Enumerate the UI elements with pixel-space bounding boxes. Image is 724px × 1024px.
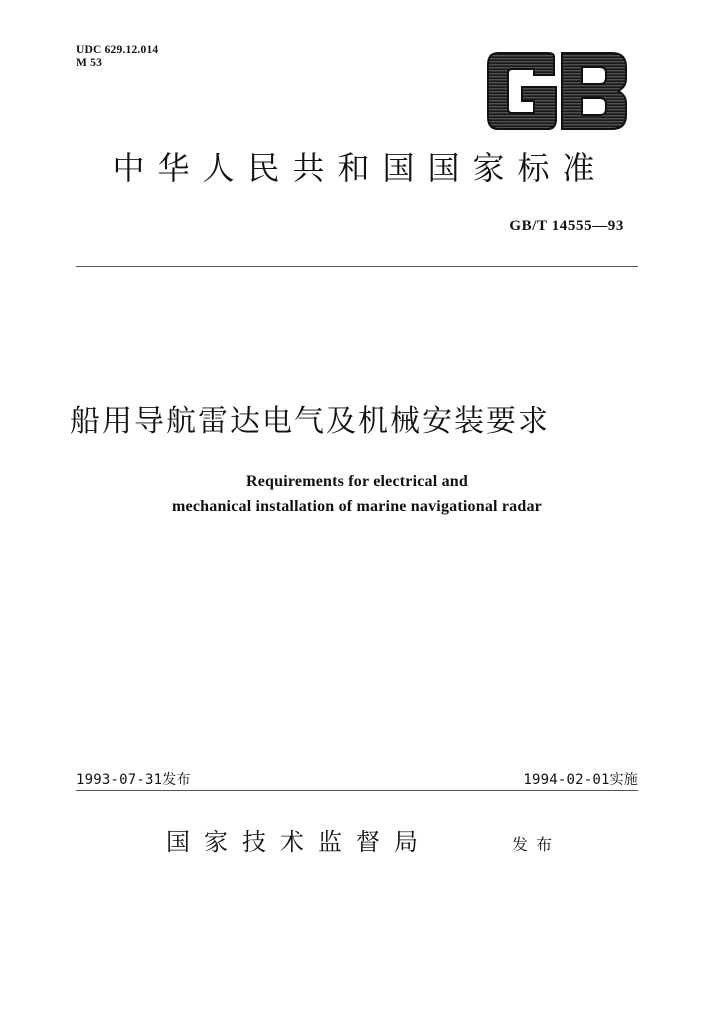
- effective-date: 1994-02-01实施: [523, 772, 638, 788]
- publisher-name: 国家技术监督局: [166, 828, 432, 856]
- national-standard-title: 中华人民共和国国家标准: [112, 149, 608, 187]
- document-title-en-line2: mechanical installation of marine navigational radar: [172, 498, 542, 515]
- document-title-en: [100, 469, 614, 519]
- document-title-en-line1: Requirements for electrical and: [245, 473, 468, 490]
- publish-label: 发布: [512, 835, 561, 854]
- document-title-cn: 船用导航雷达电气及机械安装要求: [70, 404, 550, 439]
- gb-logo-text: GB: [484, 51, 486, 52]
- standard-number: GB/T 14555—93: [509, 218, 624, 234]
- udc-block: [76, 44, 158, 70]
- classification-code: M 53: [76, 57, 103, 69]
- gb-logo: [484, 51, 630, 131]
- issue-date: 1993-07-31发布: [76, 772, 191, 788]
- bottom-divider: [76, 790, 638, 791]
- udc-code: UDC 629.12.014: [76, 44, 159, 56]
- top-divider: [76, 266, 638, 267]
